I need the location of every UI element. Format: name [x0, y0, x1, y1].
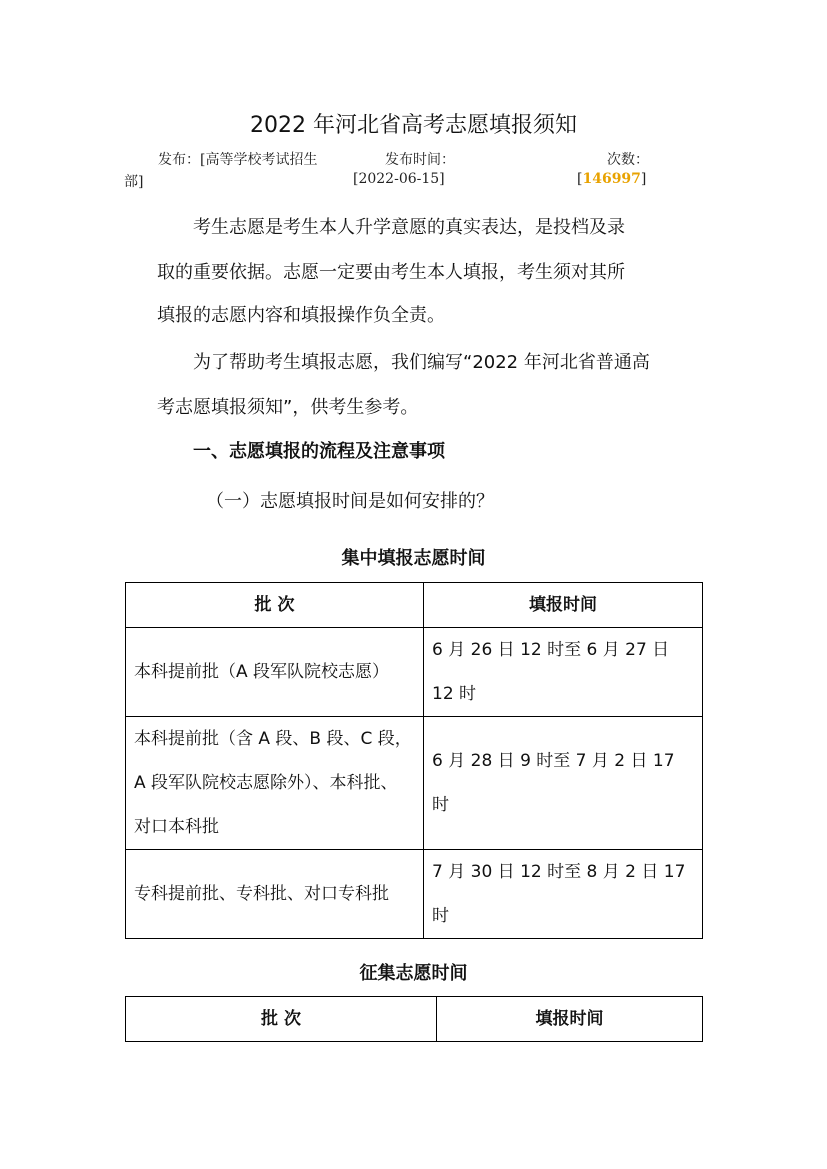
- batch-cell: 本科提前批（A 段军队院校志愿）: [126, 628, 424, 717]
- view-count-open: [: [577, 171, 583, 187]
- time-cell: 7 月 30 日 12 时至 8 月 2 日 17 时: [424, 850, 703, 939]
- table1-caption: 集中填报志愿时间: [341, 548, 486, 569]
- paragraph-2-line-1: 为了帮助考生填报志愿，我们编写“2022 年河北省普通高: [193, 352, 650, 373]
- paragraph-1-line-3: 填报的志愿内容和填报操作负全责。: [157, 305, 445, 326]
- section-heading-1: 一、志愿填报的流程及注意事项: [193, 441, 445, 462]
- time-cell: 6 月 28 日 9 时至 7 月 2 日 17 时: [424, 717, 703, 850]
- publish-time-label: 发布时间：: [385, 152, 455, 168]
- table-header-row: [126, 583, 703, 628]
- batch-cell: 专科提前批、专科批、对口专科批: [126, 850, 424, 939]
- view-count-value: 146997: [582, 171, 641, 187]
- header-batch: 批 次: [126, 583, 424, 628]
- publish-time-value: [2022-06-15]: [353, 171, 445, 187]
- header-time: 填报时间: [424, 583, 703, 628]
- paragraph-1-line-1: 考生志愿是考生本人升学意愿的真实表达，是投档及录: [193, 217, 625, 238]
- view-count-close: ]: [640, 171, 647, 187]
- table-row: [126, 850, 703, 939]
- batch-cell: 本科提前批（含 A 段、B 段、C 段， A 段军队院校志愿除外）、本科批、 对口本科批: [126, 717, 424, 850]
- supplementary-fill-table: [125, 996, 703, 1042]
- header-batch: 批 次: [126, 997, 437, 1042]
- view-count-label: 次数：: [607, 152, 649, 168]
- time-cell: 6 月 26 日 12 时至 6 月 27 日 12 时: [424, 628, 703, 717]
- publisher-label: 发布：[高等学校考试招生: [158, 152, 318, 168]
- view-count: [577, 171, 646, 187]
- paragraph-2-line-2: 考志愿填报须知”，供考生参考。: [157, 397, 419, 418]
- concentrated-fill-table: [125, 582, 703, 939]
- page-title: 2022 年河北省高考志愿填报须知: [250, 113, 577, 138]
- publisher-continued: 部]: [124, 174, 144, 190]
- paragraph-1-line-2: 取的重要依据。志愿一定要由考生本人填报，考生须对其所: [157, 262, 625, 283]
- table-row: [126, 717, 703, 850]
- table-row: [126, 628, 703, 717]
- table-header-row: [126, 997, 703, 1042]
- header-time: 填报时间: [437, 997, 703, 1042]
- subsection-heading-1: （一）志愿填报时间是如何安排的？: [206, 491, 494, 512]
- table2-caption: 征集志愿时间: [359, 963, 468, 984]
